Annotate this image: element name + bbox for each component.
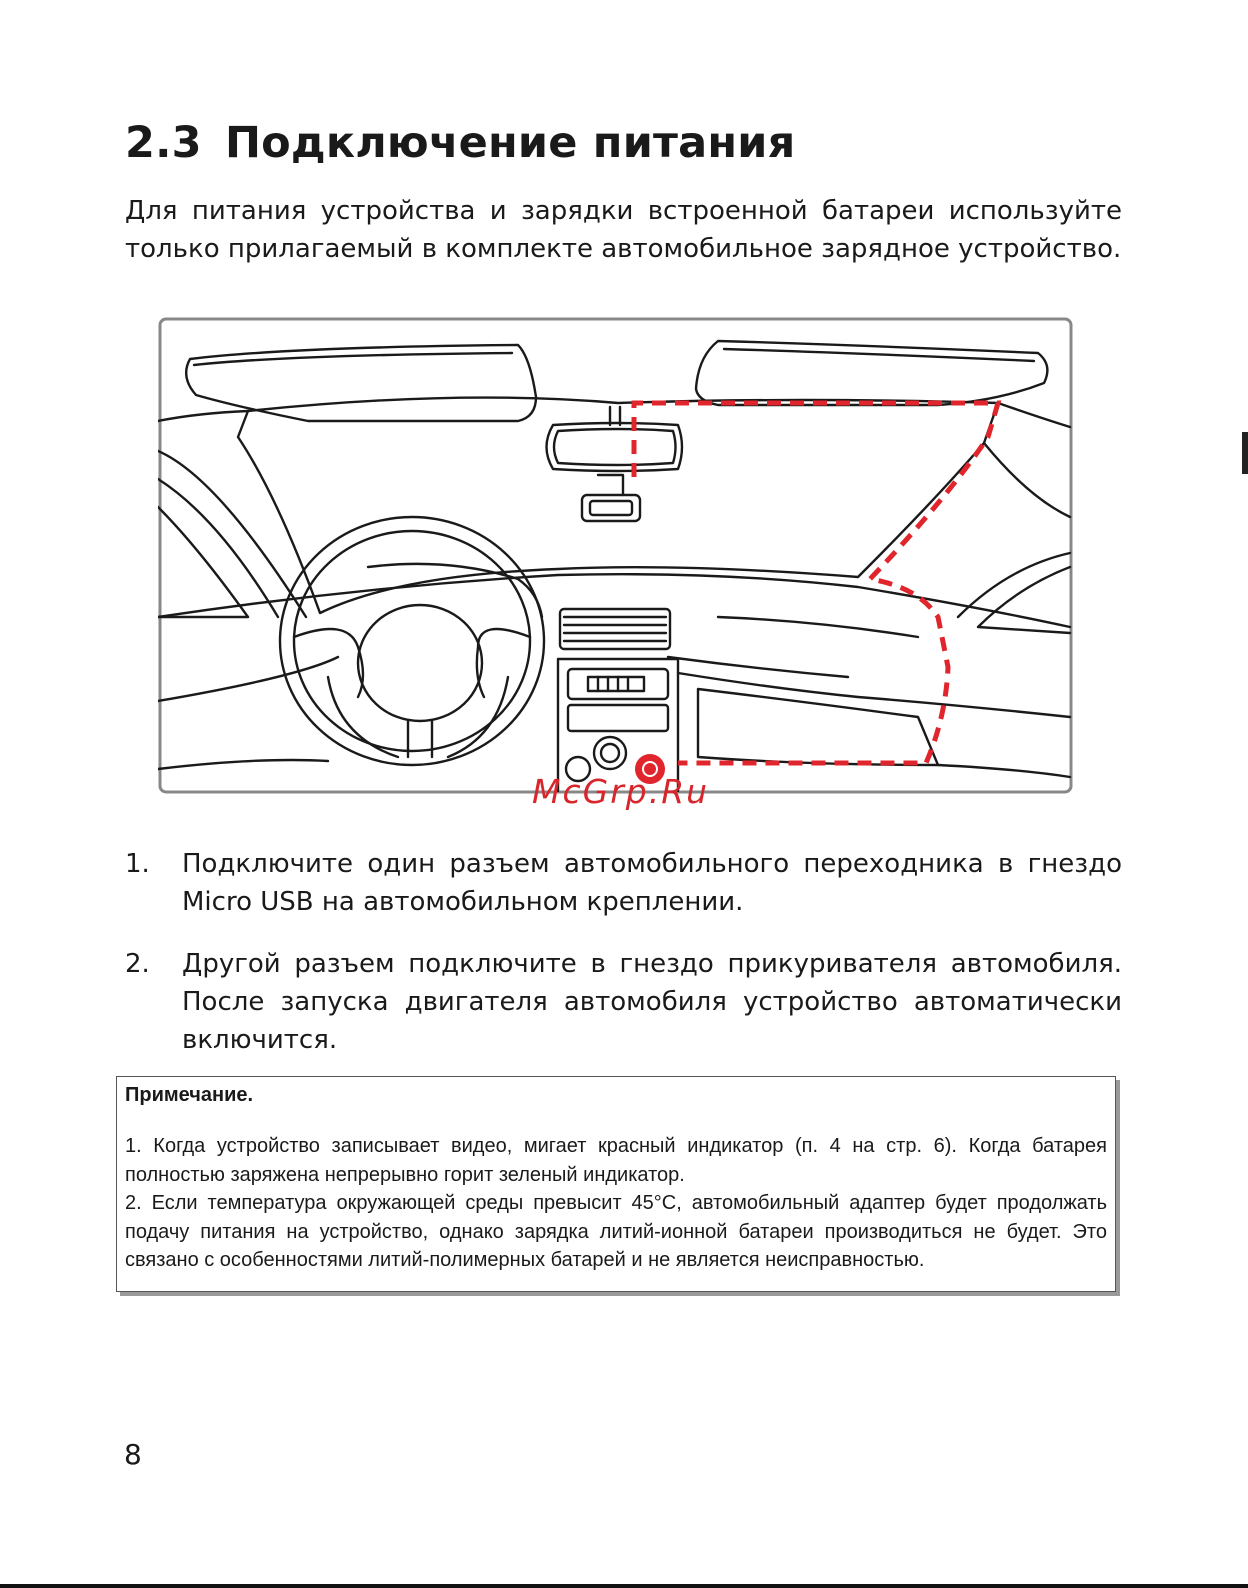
note-item: 1. Когда устройство записывает видео, мигает красный индикатор (п. 4 на стр. 6). Когда батарея полностью заряжена непрерывно горит зеленый индикатор. — [125, 1135, 1107, 1186]
car-interior-illustration-icon — [158, 317, 1085, 805]
section-title: Подключение питания — [225, 118, 796, 168]
intro-paragraph: Для питания устройства и зарядки встроенной батареи используйте только прилагаемый в комплекте автомобильное зарядное устройство. — [125, 196, 1122, 264]
bottom-rule — [0, 1584, 1248, 1588]
note-item: 2. Если температура окружающей среды превысит 45°С, автомобильный адаптер будет продолжать подачу питания на устройство, однако зарядка литий-ионной батареи производиться не будет. Это связано с особенностями литий-полимерных батарей и не является неисправностью. — [125, 1192, 1107, 1271]
section-number: 2.3 — [125, 118, 202, 168]
step-text: Другой разъем подключите в гнездо прикуривателя автомобиля. После запуска двигателя автомобиля устройство автоматически включится. — [182, 949, 1122, 1055]
page-number: 8 — [124, 1438, 142, 1471]
step-number: 2. — [125, 949, 150, 979]
list-item — [125, 945, 1122, 1059]
section-heading — [125, 118, 795, 168]
page-edge-mark — [1242, 432, 1248, 474]
note-box — [116, 1076, 1116, 1292]
watermark: McGrp.Ru — [532, 772, 710, 811]
car-interior-figure — [158, 317, 1085, 805]
step-text: Подключите один разъем автомобильного переходника в гнездо Micro USB на автомобильном креплении. — [182, 849, 1122, 917]
steps-list — [125, 845, 1122, 1083]
note-body — [125, 1132, 1107, 1275]
step-number: 1. — [125, 849, 150, 879]
note-title: Примечание. — [125, 1084, 254, 1106]
list-item — [125, 845, 1122, 921]
